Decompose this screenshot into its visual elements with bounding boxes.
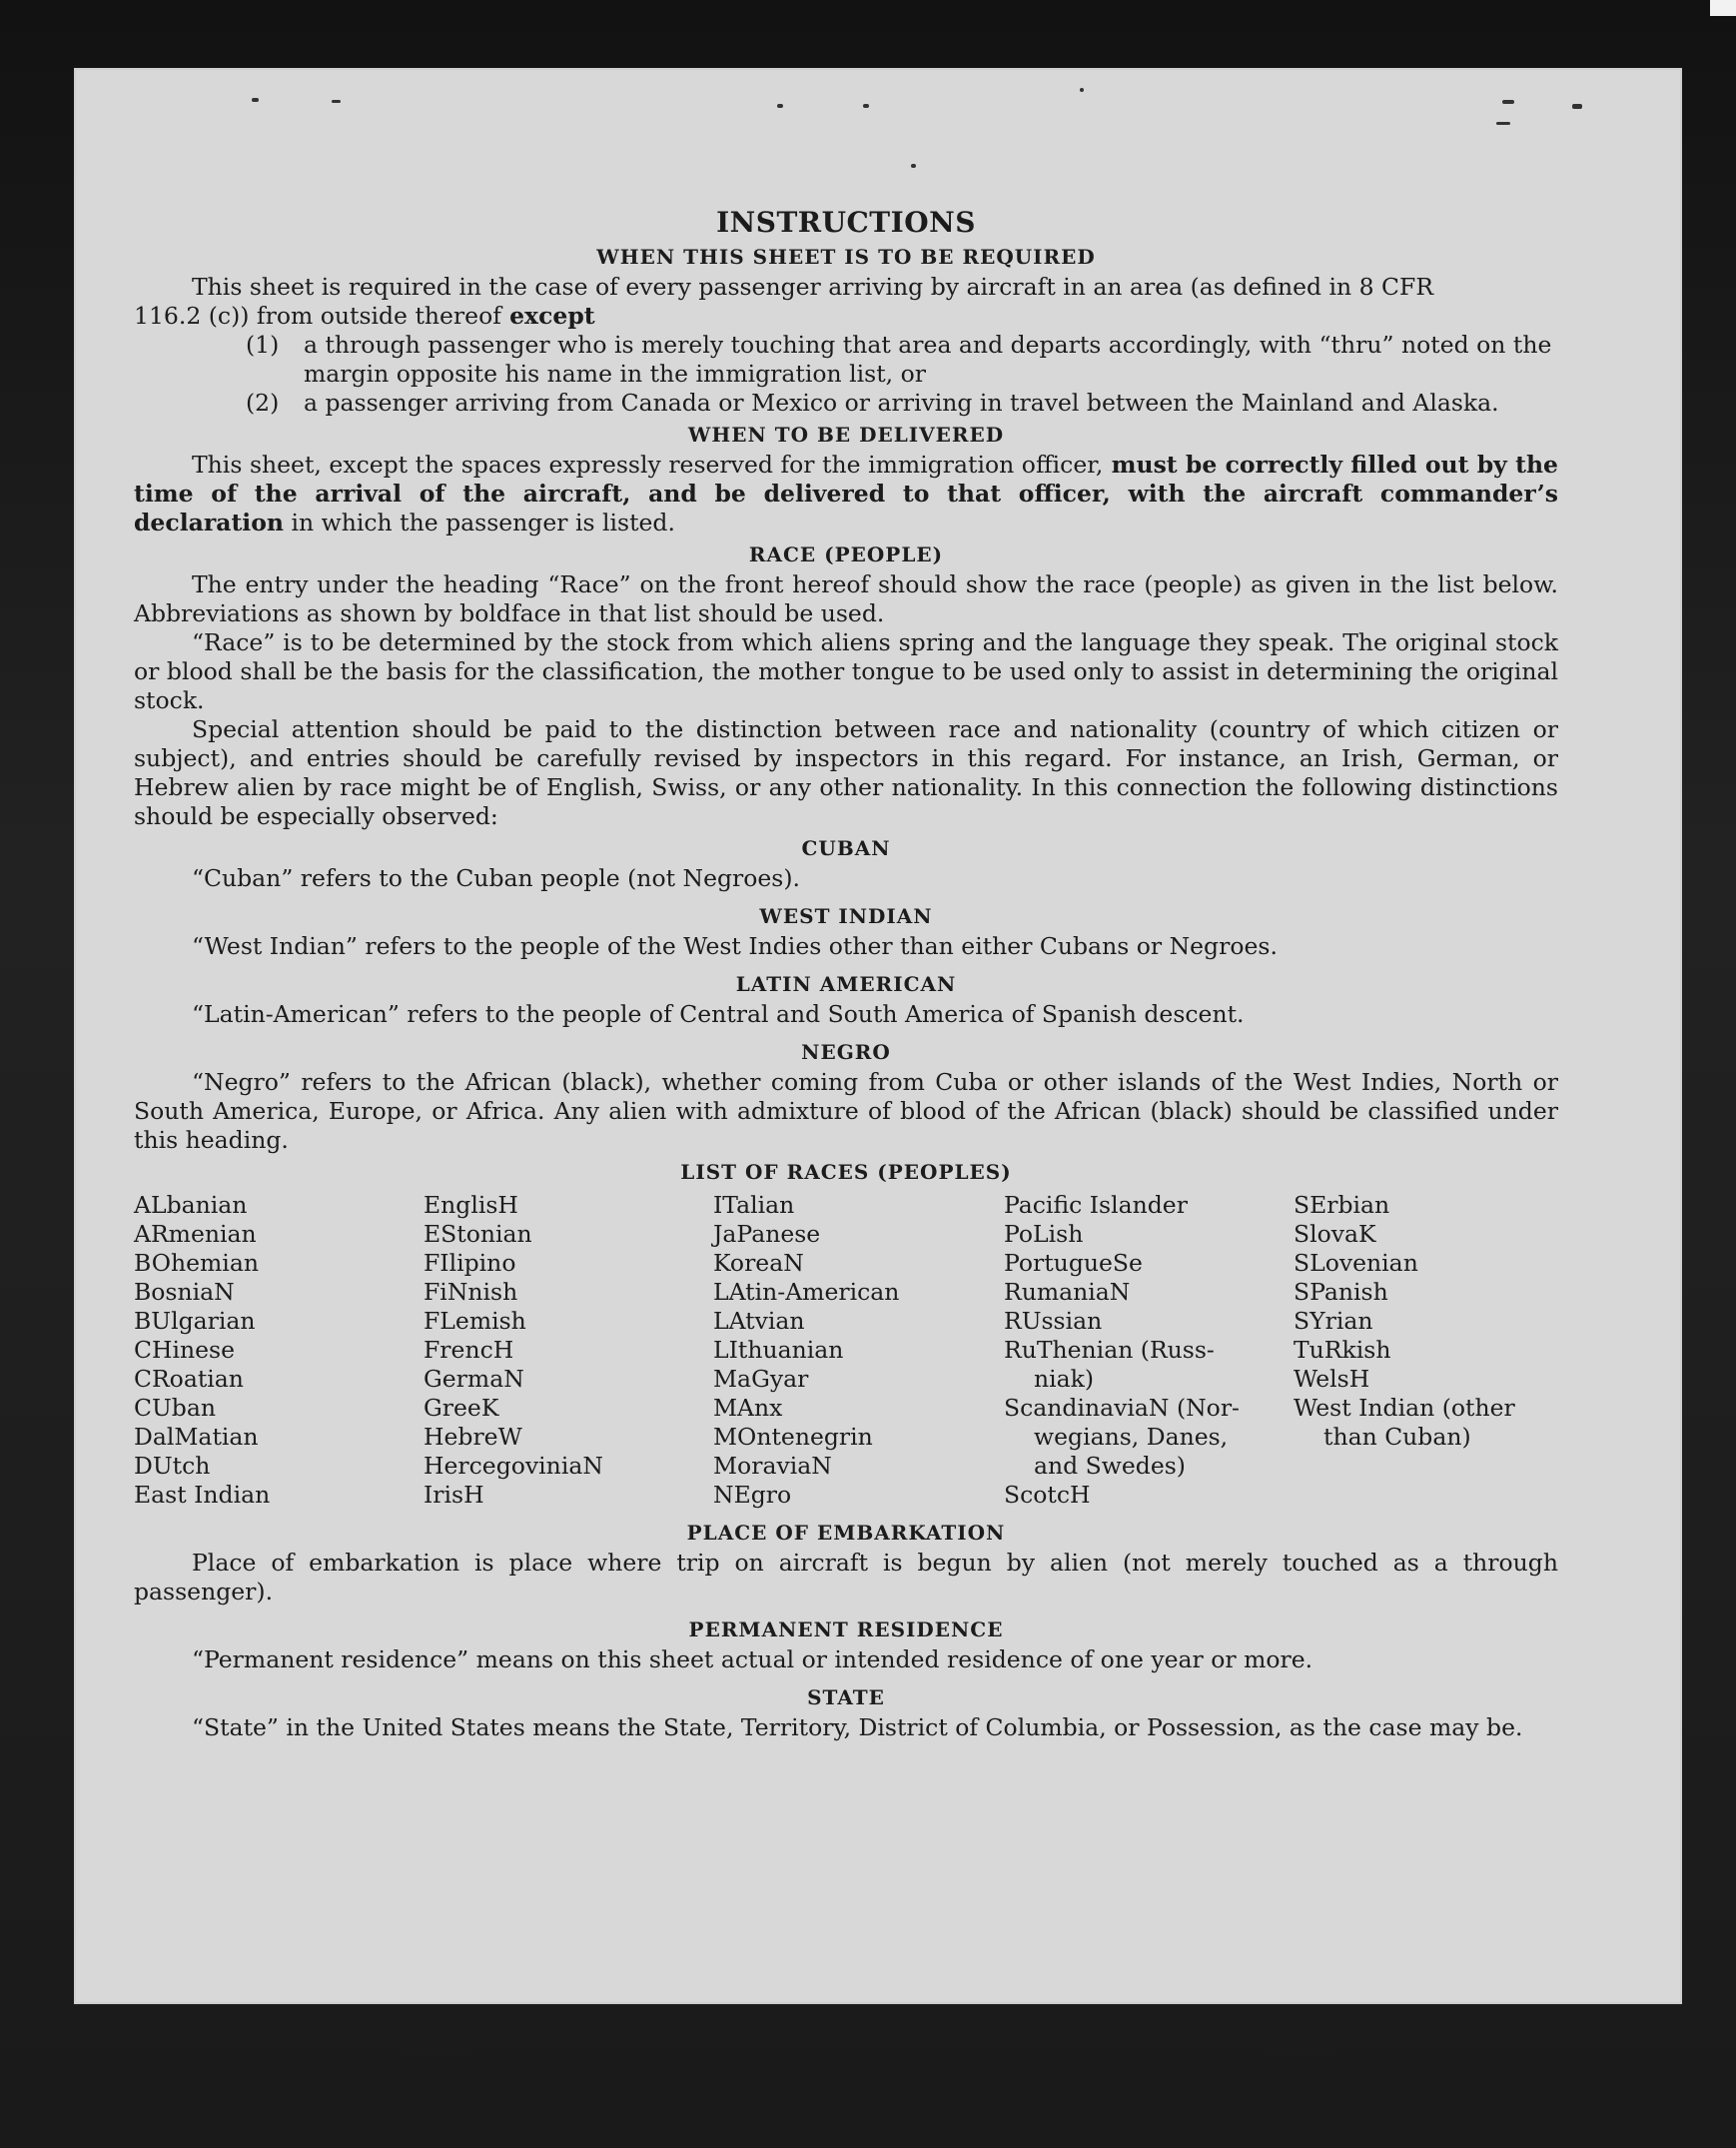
paragraph-delivered-bold: must be correctly filled out by the time of the arrival of the aircraft, and be delivered to that officer, with the aircraft commander’s declaration xyxy=(134,451,1558,537)
race-entry: LIthuanian xyxy=(713,1336,844,1364)
exception-item-2-number: (2) xyxy=(246,389,280,417)
race-entry: DUtch xyxy=(134,1452,211,1480)
speck xyxy=(252,98,259,102)
paragraph-residence: “Permanent residence” means on this sheet actual or intended residence of one year or more. xyxy=(192,1645,1313,1673)
paragraph-delivered-end: in which the passenger is listed. xyxy=(284,509,675,537)
paragraph-cuban: “Cuban” refers to the Cuban people (not Negroes). xyxy=(192,864,801,892)
exception-item-2 xyxy=(134,389,1558,418)
paragraph-delivered-text: This sheet, except the spaces expressly reserved for the immigration officer, xyxy=(192,451,1104,479)
race-entry-continuation: and Swedes) xyxy=(1034,1452,1186,1480)
race-entry: RuThenian (Russ- xyxy=(1004,1336,1215,1364)
race-entry: RumaniaN xyxy=(1004,1278,1131,1306)
race-entry: EStonian xyxy=(424,1220,532,1248)
race-entry: SlovaK xyxy=(1294,1220,1376,1248)
race-entry: ScotcH xyxy=(1004,1481,1091,1509)
race-entry: East Indian xyxy=(134,1481,271,1509)
paragraph-race-1: The entry under the heading “Race” on the front hereof should show the race (people) as given in the list below. Abbreviations as shown by boldface in that list should be used. xyxy=(134,570,1558,627)
race-entry: DalMatian xyxy=(134,1423,259,1451)
race-entry: SPanish xyxy=(1294,1278,1388,1306)
race-entry: MAnx xyxy=(713,1394,783,1422)
race-entry: KoreaN xyxy=(713,1249,804,1277)
race-entry: HebreW xyxy=(424,1423,522,1451)
race-entry: PoLish xyxy=(1004,1220,1084,1248)
page-title: INSTRUCTIONS xyxy=(716,206,976,239)
section-heading-latin-american: LATIN AMERICAN xyxy=(735,972,957,996)
race-entry: BUlgarian xyxy=(134,1307,256,1335)
race-entry: TuRkish xyxy=(1294,1336,1391,1364)
document-sheet xyxy=(74,68,1682,2004)
exception-item-2-text: a passenger arriving from Canada or Mexico or arriving in travel between the Mainland and Alaska. xyxy=(304,389,1499,417)
section-heading-state: STATE xyxy=(807,1685,885,1709)
race-entry: NEgro xyxy=(713,1481,792,1509)
race-entry: CRoatian xyxy=(134,1365,244,1393)
race-entry: FLemish xyxy=(424,1307,526,1335)
race-entry-continuation: niak) xyxy=(1034,1365,1095,1393)
race-entry: LAtvian xyxy=(713,1307,805,1335)
paragraph-embarkation: Place of embarkation is place where trip on aircraft is begun by alien (not merely touched as a through passenger). xyxy=(134,1549,1558,1606)
except-keyword: except xyxy=(500,302,595,330)
section-heading-race: RACE (PEOPLE) xyxy=(748,542,944,566)
race-entry: JaPanese xyxy=(713,1220,821,1248)
race-entry: FrencH xyxy=(424,1336,514,1364)
race-entry: ITalian xyxy=(713,1191,795,1219)
paragraph-race-3: Special attention should be paid to the distinction between race and nationality (country of which citizen or subject), and entries should be carefully revised by inspectors in this regard. For instance, an Irish, German, or Hebrew alien by race might be of English, Swiss, or any other nationality. In this connection the following distinctions should be especially observed: xyxy=(134,715,1558,830)
race-list-column-4 xyxy=(1004,1191,1294,1510)
section-heading-delivered: WHEN TO BE DELIVERED xyxy=(687,423,1005,447)
exception-item-1-number: (1) xyxy=(246,331,280,359)
race-entry: Pacific Islander xyxy=(1004,1191,1188,1219)
speck xyxy=(1572,104,1582,109)
section-heading-race-list: LIST OF RACES (PEOPLES) xyxy=(680,1160,1012,1184)
race-list-column-5 xyxy=(1294,1191,1558,1510)
speck xyxy=(1502,100,1514,104)
paragraph-required-b-text: 116.2 (c)) from outside thereof xyxy=(134,302,501,330)
race-entry: SErbian xyxy=(1294,1191,1390,1219)
race-entry: GreeK xyxy=(424,1394,499,1422)
speck xyxy=(863,104,869,108)
race-entry: SLovenian xyxy=(1294,1249,1418,1277)
race-entry: FIlipino xyxy=(424,1249,516,1277)
paragraph-required-b xyxy=(134,302,1558,331)
paragraph-negro: “Negro” refers to the African (black), whether coming from Cuba or other islands of the West Indies, North or South America, Europe, or Africa. Any alien with admixture of blood of the African (black) should be classified under this heading. xyxy=(134,1068,1558,1154)
race-entry: LAtin-American xyxy=(713,1278,900,1306)
paragraph-latin-american: “Latin-American” refers to the people of Central and South America of Spanish descent. xyxy=(192,1000,1245,1028)
section-heading-west-indian: WEST INDIAN xyxy=(759,904,933,928)
race-entry: ARmenian xyxy=(134,1220,257,1248)
race-entry: BosniaN xyxy=(134,1278,235,1306)
instructions-content xyxy=(134,206,1558,1742)
race-list-table xyxy=(134,1191,1558,1510)
race-list-column-1 xyxy=(134,1191,424,1510)
race-list-column-2 xyxy=(424,1191,713,1510)
race-entry: CUban xyxy=(134,1394,216,1422)
race-list-column-3 xyxy=(713,1191,1004,1510)
race-entry: ALbanian xyxy=(134,1191,248,1219)
paragraph-delivered xyxy=(134,451,1558,537)
speck xyxy=(332,100,341,103)
race-entry: EnglisH xyxy=(424,1191,518,1219)
paragraph-race-2: “Race” is to be determined by the stock from which aliens spring and the language they speak. The original stock or blood shall be the basis for the classification, the mother tongue to be used only to assist in determining the original stock. xyxy=(134,628,1558,714)
race-entry: WelsH xyxy=(1294,1365,1370,1393)
race-entry-continuation: than Cuban) xyxy=(1323,1423,1471,1451)
race-entry: GermaN xyxy=(424,1365,524,1393)
speck xyxy=(777,104,783,108)
race-entry: PortugueSe xyxy=(1004,1249,1143,1277)
exception-item-1-text: a through passenger who is merely touching that area and departs accordingly, with “thru” noted on the margin opposite his name in the immigration list, or xyxy=(304,331,1552,388)
section-heading-embarkation: PLACE OF EMBARKATION xyxy=(686,1521,1006,1545)
race-entry: MOntenegrin xyxy=(713,1423,873,1451)
film-edge-mark xyxy=(1710,0,1736,16)
paragraph-required-a: This sheet is required in the case of every passenger arriving by aircraft in an area (as defined in 8 CFR xyxy=(192,273,1434,301)
section-heading-negro: NEGRO xyxy=(801,1040,891,1064)
race-entry-continuation: wegians, Danes, xyxy=(1034,1423,1229,1451)
race-entry: ScandinaviaN (Nor- xyxy=(1004,1394,1240,1422)
section-heading-residence: PERMANENT RESIDENCE xyxy=(688,1617,1004,1641)
race-entry: SYrian xyxy=(1294,1307,1373,1335)
race-entry: West Indian (other xyxy=(1294,1394,1515,1422)
race-entry: CHinese xyxy=(134,1336,235,1364)
race-entry: MoraviaN xyxy=(713,1452,832,1480)
speck xyxy=(911,164,916,168)
race-entry: MaGyar xyxy=(713,1365,809,1393)
section-heading-required: WHEN THIS SHEET IS TO BE REQUIRED xyxy=(596,245,1096,269)
speck xyxy=(1080,88,1084,92)
race-entry: FiNnish xyxy=(424,1278,518,1306)
paragraph-west-indian: “West Indian” refers to the people of the West Indies other than either Cubans or Negroes. xyxy=(192,932,1278,960)
race-entry: HercegoviniaN xyxy=(424,1452,603,1480)
race-entry: IrisH xyxy=(424,1481,484,1509)
race-entry: BOhemian xyxy=(134,1249,259,1277)
speck xyxy=(1496,122,1510,125)
exception-item-1 xyxy=(134,331,1558,389)
race-entry: RUssian xyxy=(1004,1307,1103,1335)
paragraph-state: “State” in the United States means the State, Territory, District of Columbia, or Possession, as the case may be. xyxy=(192,1713,1523,1741)
section-heading-cuban: CUBAN xyxy=(801,836,891,860)
